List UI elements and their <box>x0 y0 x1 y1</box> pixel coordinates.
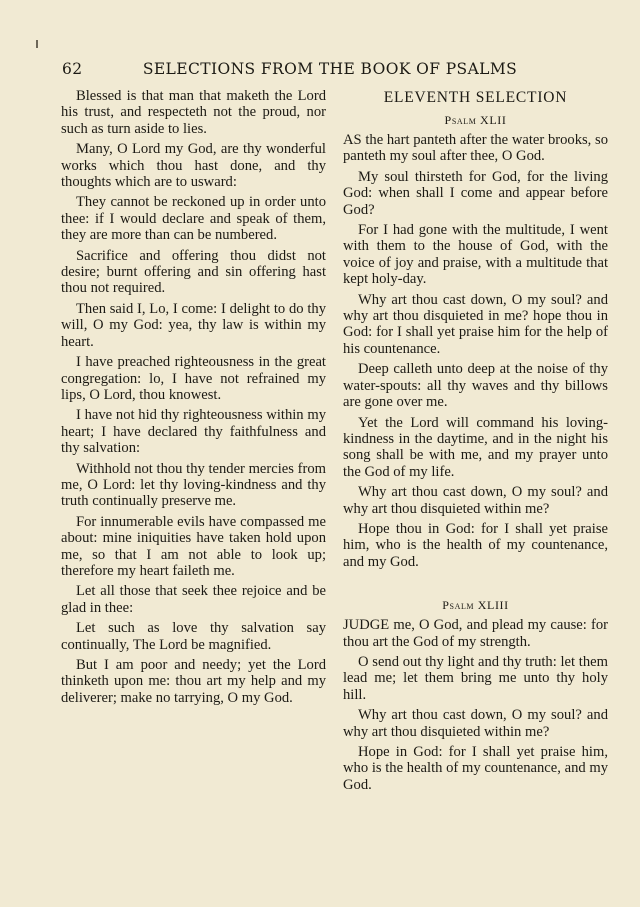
verse-paragraph: JUDGE me, O God, and plead my cause: for thou art the God of my strength. <box>343 617 608 650</box>
verse-paragraph: AS the hart panteth after the water brooks, so panteth my soul after thee, O God. <box>343 132 608 165</box>
verse-paragraph: Why art thou cast down, O my soul? and why art thou disquieted within me? <box>343 484 608 517</box>
verse-paragraph: Let such as love thy salvation say continually, The Lord be magnified. <box>61 620 326 653</box>
verse-paragraph: Hope in God: for I shall yet praise him, who is the health of my countenance, and my God. <box>343 744 608 793</box>
verse-paragraph: Why art thou cast down, O my soul? and why art thou disquieted in me? hope thou in God: for I shall yet praise him for the help of his countenance. <box>343 291 608 357</box>
running-title: SELECTIONS FROM THE BOOK OF PSALMS <box>142 60 518 78</box>
verse-paragraph: Withhold not thou thy tender mercies from me, O Lord: let thy loving-kindness and thy truth continually preserve me. <box>61 460 326 510</box>
verse-paragraph: O send out thy light and thy truth: let them lead me; let them bring me unto thy holy hill. <box>343 653 608 703</box>
verse-paragraph: But I am poor and needy; yet the Lord thinketh upon me: thou art my help and my deliverer; make no tarrying, O my God. <box>61 657 326 706</box>
margin-mark <box>36 40 38 48</box>
verse-paragraph: Sacrifice and offering thou didst not desire; burnt offering and sin offering hast thou not required. <box>61 247 326 297</box>
left-column <box>61 88 326 710</box>
verse-paragraph: Blessed is that man that maketh the Lord his trust, and respecteth not the proud, nor such as turn aside to lies. <box>61 88 326 137</box>
verse-paragraph: Let all those that seek thee rejoice and be glad in thee: <box>61 583 326 616</box>
selection-title: ELEVENTH SELECTION <box>383 89 568 106</box>
verse-paragraph: Yet the Lord will command his loving-kindness in the daytime, and in the night his song shall be with me, and my prayer unto the God of my life. <box>343 414 608 480</box>
verse-paragraph: For innumerable evils have compassed me about: mine iniquities have taken hold upon me, so that I am not able to look up; therefore my heart faileth me. <box>61 513 326 579</box>
page-number: 62 <box>62 60 83 78</box>
psalm-43-title: Psalm XLIII <box>442 598 509 613</box>
verse-paragraph: Then said I, Lo, I come: I delight to do thy will, O my God: yea, thy law is within my heart. <box>61 300 326 350</box>
verse-paragraph: Deep calleth unto deep at the noise of thy water-spouts: all thy waves and thy billows are gone over me. <box>343 361 608 411</box>
right-column <box>343 88 608 797</box>
psalm-42-title: Psalm XLII <box>444 113 507 127</box>
verse-paragraph: For I had gone with the multitude, I went with them to the house of God, with the voice of joy and praise, with a multitude that kept holy-day. <box>343 222 608 288</box>
verse-paragraph: Why art thou cast down, O my soul? and why art thou disquieted within me? <box>343 707 608 740</box>
verse-paragraph: They cannot be reckoned up in order unto thee: if I would declare and speak of them, they are more than can be numbered. <box>61 194 326 244</box>
verse-paragraph: I have not hid thy righteousness within my heart; I have declared thy faithfulness and thy salvation: <box>61 407 326 457</box>
verse-paragraph: Hope thou in God: for I shall yet praise him, who is the health of my countenance, and my God. <box>343 520 608 570</box>
verse-paragraph: My soul thirsteth for God, for the living God: when shall I come and appear before God? <box>343 168 608 218</box>
verse-paragraph: I have preached righteousness in the great congregation: lo, I have not refrained my lips, O Lord, thou knowest. <box>61 354 326 403</box>
verse-paragraph: Many, O Lord my God, are thy wonderful works which thou hast done, and thy thoughts which are to usward: <box>61 141 326 191</box>
